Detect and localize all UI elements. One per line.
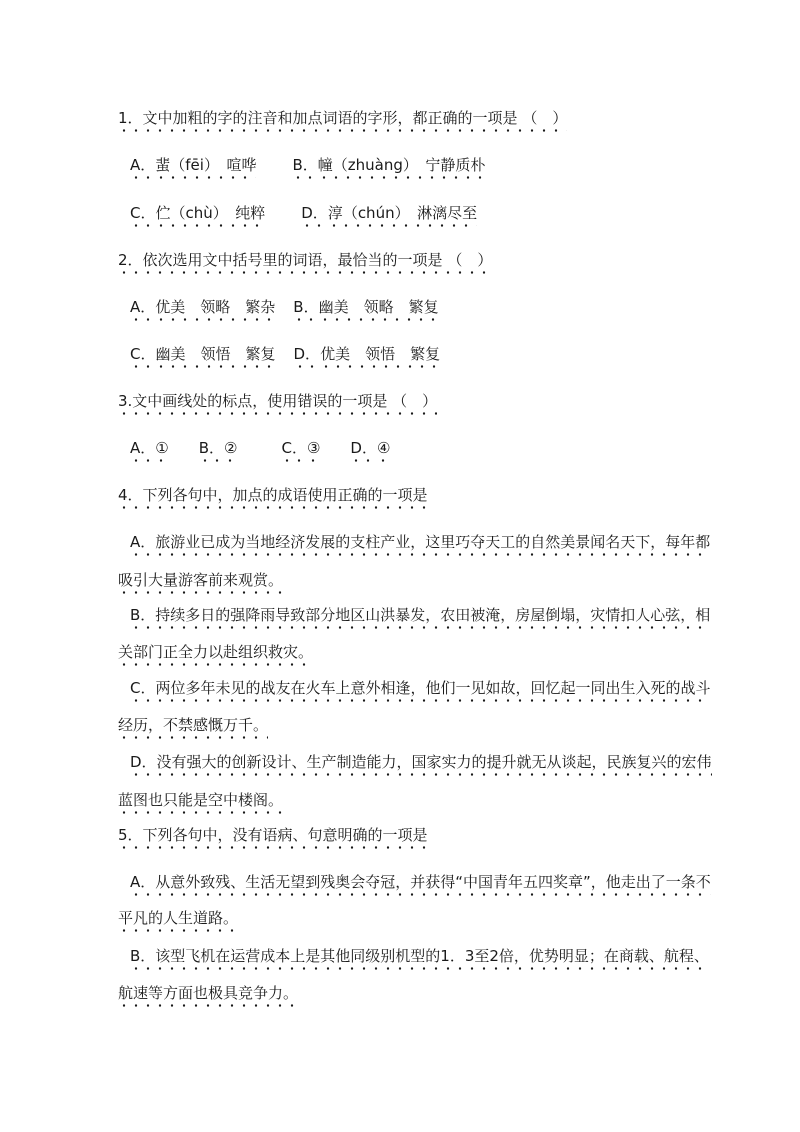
question-2-options-row-1 bbox=[130, 297, 439, 317]
question-1-text: 1．文中加粗的字的注音和加点词语的字形，都正确的一项是 （ ） bbox=[118, 109, 567, 133]
option-d-label: D． bbox=[301, 204, 328, 228]
option-c-text: C．两位多年未见的战友在火车上意外相逢，他们一见如故，回忆起一同出生入死的战斗 bbox=[130, 679, 710, 703]
option-a-label: A． bbox=[130, 298, 155, 322]
option-b-text: ② bbox=[224, 439, 237, 463]
option-d-text: 淳（chún） 淋漓尽至 bbox=[328, 204, 477, 228]
question-4-option-d-line-2 bbox=[118, 790, 283, 810]
question-5-option-b-line-2 bbox=[118, 983, 298, 1003]
option-d-label: D． bbox=[350, 439, 377, 463]
option-d-text-continued: 蓝图也只能是空中楼阁。 bbox=[118, 791, 283, 815]
question-4-option-b-line-1 bbox=[130, 605, 710, 625]
option-a-text-continued: 吸引大量游客前来观赏。 bbox=[118, 571, 283, 595]
option-a-text: 蜚（fēi） 喧哗 bbox=[155, 156, 256, 180]
question-5-stem bbox=[118, 825, 428, 845]
option-b-text-continued: 航速等方面也极具竞争力。 bbox=[118, 984, 298, 1008]
question-4-option-a-line-1 bbox=[130, 532, 710, 552]
option-c-text: 幽美 领悟 繁复 bbox=[155, 345, 275, 369]
question-4-option-c-line-2 bbox=[118, 715, 268, 735]
option-c-label: C． bbox=[281, 439, 306, 463]
question-5-option-a-line-1 bbox=[130, 872, 711, 892]
option-a-text: 优美 领略 繁杂 bbox=[155, 298, 275, 322]
option-d-text: D．没有强大的创新设计、生产制造能力，国家实力的提升就无从谈起，民族复兴的宏伟 bbox=[130, 753, 712, 777]
question-4-option-d-line-1 bbox=[130, 752, 712, 772]
option-d-text: 优美 领悟 繁复 bbox=[320, 345, 440, 369]
option-c-text: ③ bbox=[307, 439, 320, 463]
option-d-label: D． bbox=[294, 345, 321, 369]
option-b-text: B．持续多日的强降雨导致部分地区山洪暴发，农田被淹，房屋倒塌，灾情扣人心弦，相 bbox=[130, 606, 710, 630]
option-b-label: B． bbox=[293, 298, 318, 322]
option-b-text: B．该型飞机在运营成本上是其他同级别机型的1．3至2倍，优势明显；在商载、航程、 bbox=[130, 947, 709, 971]
option-a-text: ① bbox=[155, 439, 168, 463]
option-b-text: 幽美 领略 繁复 bbox=[319, 298, 439, 322]
option-b-text-continued: 关部门正全力以赴组织救灾。 bbox=[118, 643, 313, 667]
question-2-stem bbox=[118, 250, 492, 270]
option-a-text: A．旅游业已成为当地经济发展的支柱产业，这里巧夺天工的自然美景闻名天下，每年都 bbox=[130, 533, 710, 557]
option-b-label: B． bbox=[199, 439, 224, 463]
option-a-text: A．从意外致残、生活无望到残奥会夺冠，并获得“中国青年五四奖章”，他走出了一条不 bbox=[130, 873, 711, 897]
option-c-label: C． bbox=[130, 204, 155, 228]
question-3-stem bbox=[118, 391, 437, 411]
option-b-label: B． bbox=[292, 156, 317, 180]
question-3-options bbox=[130, 438, 390, 458]
option-c-text: 伫（chù） 纯粹 bbox=[155, 204, 265, 228]
question-2-text: 2．依次选用文中括号里的词语，最恰当的一项是 （ ） bbox=[118, 251, 492, 275]
option-c-label: C． bbox=[130, 345, 155, 369]
option-a-label: A． bbox=[130, 156, 155, 180]
option-a-label: A． bbox=[130, 439, 155, 463]
question-1-stem bbox=[118, 108, 567, 128]
question-2-options-row-2 bbox=[130, 344, 440, 364]
question-4-option-c-line-1 bbox=[130, 678, 710, 698]
question-1-options-row-1 bbox=[130, 155, 485, 175]
question-5-text: 5．下列各句中，没有语病、句意明确的一项是 bbox=[118, 826, 428, 850]
question-5-option-b-line-1 bbox=[130, 946, 709, 966]
option-a-text-continued: 平凡的人生道路。 bbox=[118, 909, 238, 933]
question-5-option-a-line-2 bbox=[118, 908, 238, 928]
option-b-text: 幢（zhuàng） 宁静质朴 bbox=[318, 156, 486, 180]
question-3-text: 3.文中画线处的标点，使用错误的一项是 （ ） bbox=[118, 392, 437, 416]
question-4-option-b-line-2 bbox=[118, 642, 313, 662]
option-c-text-continued: 经历，不禁感慨万千。 bbox=[118, 716, 268, 740]
question-4-stem bbox=[118, 485, 428, 505]
question-4-option-a-line-2 bbox=[118, 570, 283, 590]
option-d-text: ④ bbox=[377, 439, 390, 463]
question-4-text: 4．下列各句中，加点的成语使用正确的一项是 bbox=[118, 486, 428, 510]
question-1-options-row-2 bbox=[130, 203, 477, 223]
